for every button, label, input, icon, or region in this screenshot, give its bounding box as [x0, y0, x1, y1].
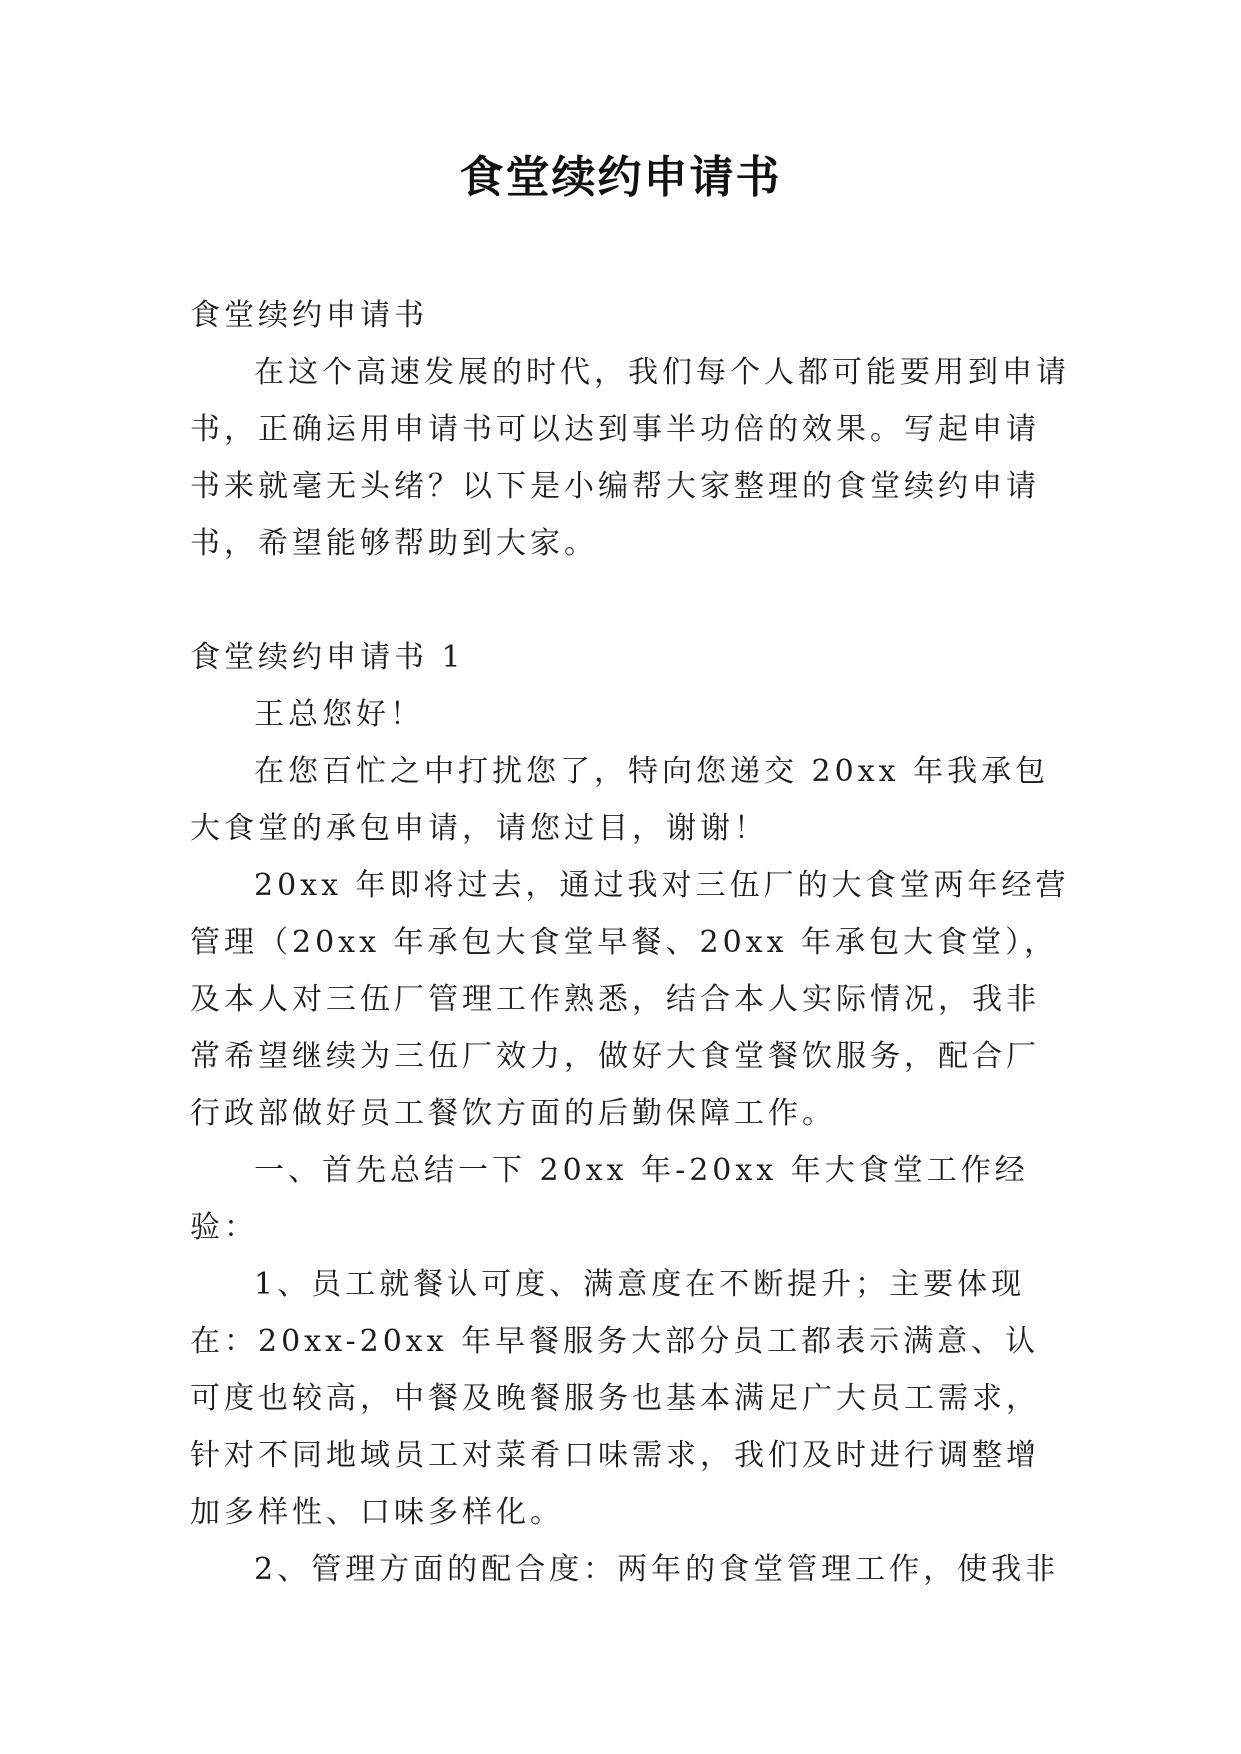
list-item: 2、管理方面的配合度：两年的食堂管理工作，使我非 — [254, 1552, 1060, 1587]
intro-paragraph: 在这个高速发展的时代，我们每个人都可能要用到申请书，正确运用申请书可以达到事半功倍的效果。写起申请书来就毫无头绪？以下是小编帮大家整理的食堂续约申请书，希望能够帮助到大家。 — [190, 355, 1070, 561]
body-paragraph: 20xx 年即将过去，通过我对三伍厂的大食堂两年经营管理（20xx 年承包大食堂早餐、20xx 年承包大食堂），及本人对三伍厂管理工作熟悉，结合本人实际情况，我非常希望继续为三伍厂效力，做好大食堂餐饮服务，配合厂行政部做好员工餐饮方面的后勤保障工作。 — [190, 868, 1070, 1131]
intro-heading: 食堂续约申请书 — [190, 298, 428, 333]
document-body — [190, 287, 1070, 1598]
list-heading: 一、首先总结一下 20xx 年-20xx 年大食堂工作经验： — [190, 1153, 1029, 1245]
section-heading: 食堂续约申请书 1 — [190, 640, 465, 675]
body-paragraph: 在您百忙之中打扰您了，特向您递交 20xx 年我承包大食堂的承包申请，请您过目，谢谢！ — [190, 754, 1050, 846]
list-item: 1、员工就餐认可度、满意度在不断提升；主要体现在：20xx-20xx 年早餐服务大部分员工都表示满意、认可度也较高，中餐及晚餐服务也基本满足广大员工需求，针对不同地域员工对菜肴口味需求，我们及时进行调整增加多样性、口味多样化。 — [190, 1267, 1040, 1530]
salutation: 王总您好！ — [254, 697, 424, 732]
document-title: 食堂续约申请书 — [459, 152, 782, 203]
